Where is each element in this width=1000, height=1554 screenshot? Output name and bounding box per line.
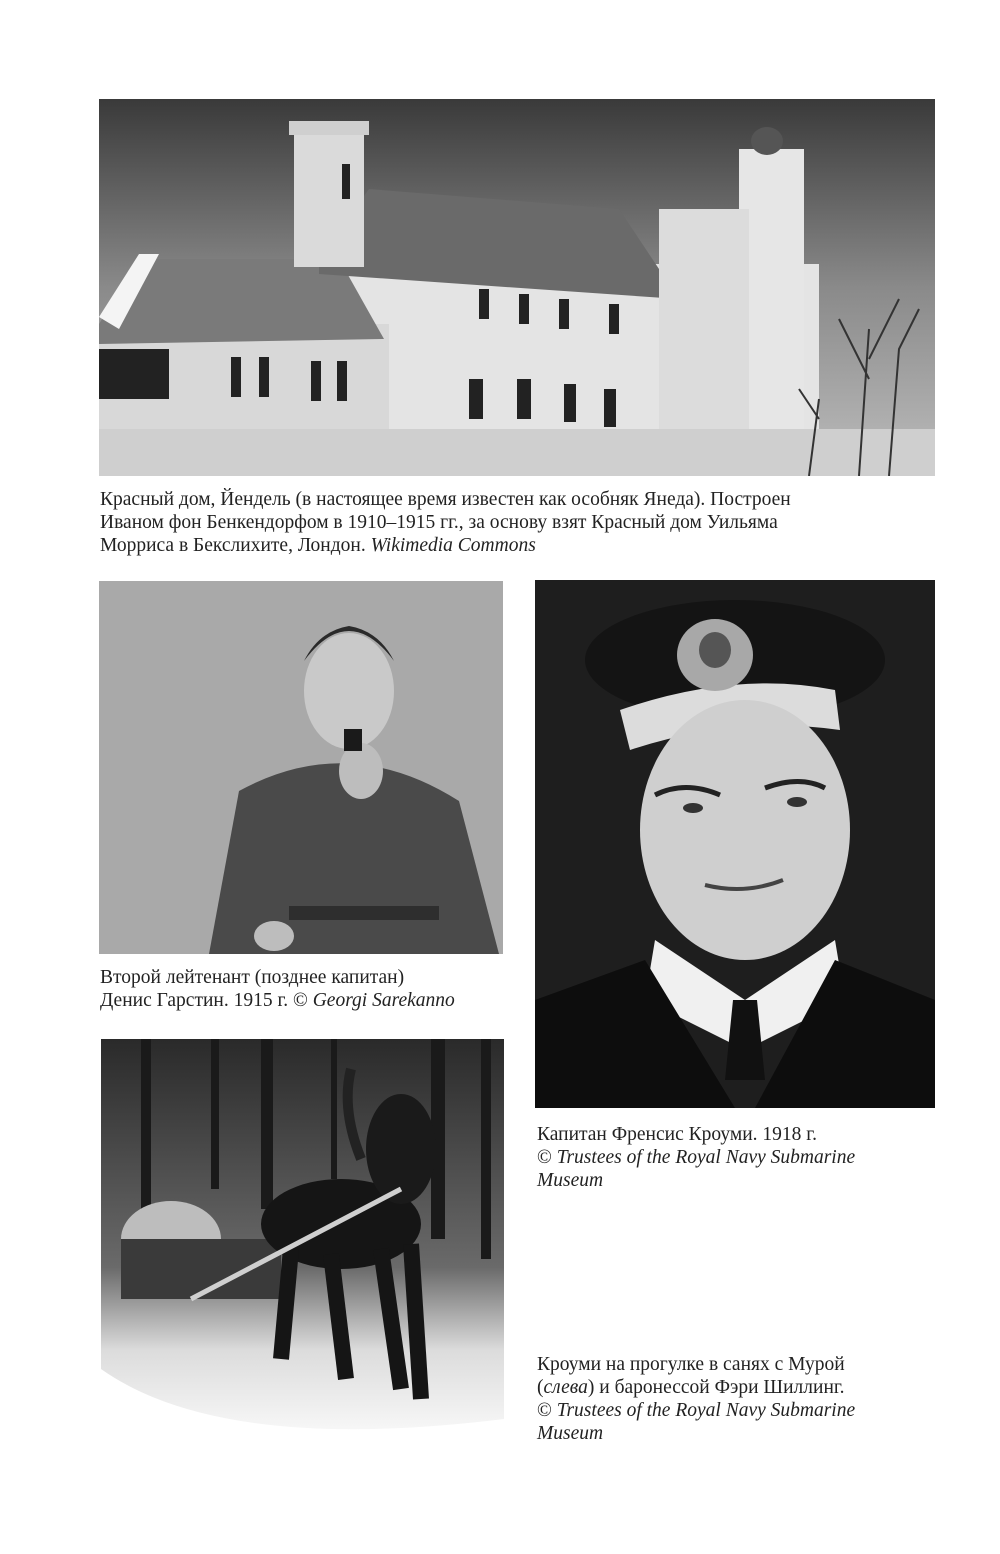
caption-line: Второй лейтенант (позднее капитан) <box>100 967 405 988</box>
sleigh-photo <box>101 1039 504 1454</box>
photo-credit: Museum <box>537 1423 604 1444</box>
photo-credit: Wikimedia Commons <box>370 535 536 556</box>
sleigh-caption: Кроуми на прогулке в санях с Мурой (слева) и баронессой Фэри Шиллинг. © Trustees of the Royal Navy Submarine Museum <box>537 1353 957 1445</box>
caption-line: © <box>537 1400 552 1421</box>
caption-line: Денис Гарстин. 1915 г. © <box>100 990 308 1011</box>
cromie-photo <box>535 580 935 1108</box>
garstin-caption <box>100 966 520 1012</box>
caption-line: Красный дом, Йендель (в настоящее время известен как особняк Янеда). Построен <box>100 489 791 510</box>
red-house-caption <box>100 488 940 557</box>
photo-credit: Georgi Sarekanno <box>312 990 455 1011</box>
caption-line: Кроуми на прогулке в санях с Мурой <box>537 1354 845 1375</box>
caption-line: Капитан Френсис Кроуми. 1918 г. <box>537 1124 817 1145</box>
photo-credit: Museum <box>537 1170 604 1191</box>
photo-credit: Trustees of the Royal Navy Submarine <box>556 1147 856 1168</box>
caption-line: © <box>537 1147 552 1168</box>
cromie-caption <box>537 1123 957 1192</box>
caption-line: Иваном фон Бенкендорфом в 1910–1915 гг., за основу взят Красный дом Уильяма <box>100 512 778 533</box>
caption-italic: слева <box>543 1377 588 1398</box>
garstin-photo <box>99 581 503 954</box>
caption-line: Морриса в Бекслихите, Лондон. <box>100 535 366 556</box>
photo-credit: Trustees of the Royal Navy Submarine <box>556 1400 856 1421</box>
caption-line: и баронессой Фэри Шиллинг. <box>599 1377 845 1398</box>
red-house-photo <box>99 99 935 476</box>
